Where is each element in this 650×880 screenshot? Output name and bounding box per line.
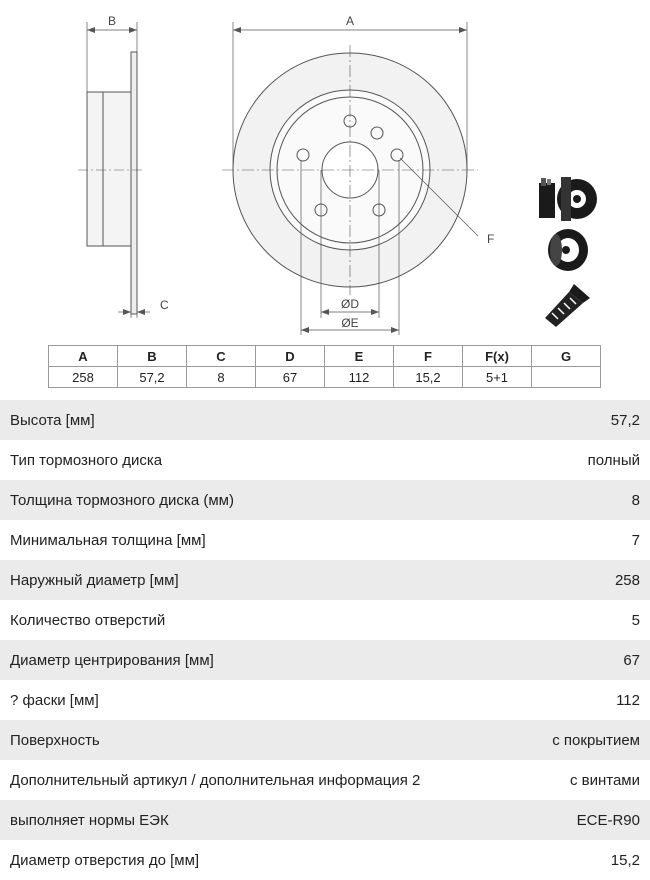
label-c: C <box>160 298 169 312</box>
screw-icon <box>545 284 590 327</box>
property-label: Количество отверстий <box>10 611 166 629</box>
label-f: F <box>487 232 495 246</box>
property-value: 7 <box>631 531 640 549</box>
dim-header-fx: F(x) <box>463 346 532 367</box>
property-label: Поверхность <box>10 731 100 749</box>
property-row <box>0 560 650 600</box>
property-label: Дополнительный артикул / дополнительная информация 2 <box>10 771 421 789</box>
dimensions-value-row <box>49 367 601 388</box>
property-value: 15,2 <box>610 851 640 869</box>
property-value: с покрытием <box>552 731 640 749</box>
dim-value-e: 112 <box>325 367 394 388</box>
property-value: 8 <box>631 491 640 509</box>
property-label: Высота [мм] <box>10 411 95 429</box>
property-label: Диаметр центрирования [мм] <box>10 651 214 669</box>
property-row <box>0 640 650 680</box>
property-label: ? фаски [мм] <box>10 691 99 709</box>
label-a: A <box>345 14 355 28</box>
property-row <box>0 800 650 840</box>
disc-hub-icon <box>539 177 597 221</box>
dim-value-f: 15,2 <box>394 367 463 388</box>
properties-list <box>0 400 650 880</box>
dim-value-fx: 5+1 <box>463 367 532 388</box>
property-row <box>0 840 650 880</box>
label-e: ØE <box>341 316 359 330</box>
brake-disc-drawing <box>0 0 650 345</box>
property-label: выполняет нормы ЕЭК <box>10 811 169 829</box>
property-value: 5 <box>631 611 640 629</box>
dim-header-b: B <box>118 346 187 367</box>
dim-value-d: 67 <box>256 367 325 388</box>
property-row <box>0 480 650 520</box>
dim-header-e: E <box>325 346 394 367</box>
property-value: полный <box>587 451 640 469</box>
dim-header-g: G <box>532 346 601 367</box>
dim-value-g <box>532 367 601 388</box>
property-value: 112 <box>616 691 640 709</box>
property-value: ECE-R90 <box>576 811 640 829</box>
property-row <box>0 760 650 800</box>
property-row <box>0 600 650 640</box>
property-label: Минимальная толщина [мм] <box>10 531 206 549</box>
dimensions-table <box>48 345 601 388</box>
dim-header-c: C <box>187 346 256 367</box>
property-value: 67 <box>623 651 640 669</box>
property-row <box>0 400 650 440</box>
property-row <box>0 720 650 760</box>
property-value: с винтами <box>569 771 640 789</box>
property-label: Тип тормозного диска <box>10 451 163 469</box>
property-row <box>0 440 650 480</box>
property-label: Наружный диаметр [мм] <box>10 571 179 589</box>
property-value: 258 <box>614 571 640 589</box>
property-label: Диаметр отверстия до [мм] <box>10 851 200 869</box>
dim-value-c: 8 <box>187 367 256 388</box>
dim-header-f: F <box>394 346 463 367</box>
disc-side-view <box>78 22 150 318</box>
brake-disc-icon <box>548 229 588 271</box>
disc-front-view <box>222 22 478 335</box>
property-row <box>0 680 650 720</box>
dimensions-header-row <box>49 346 601 367</box>
dim-value-b: 57,2 <box>118 367 187 388</box>
property-row <box>0 520 650 560</box>
label-d: ØD <box>341 297 359 311</box>
dim-header-d: D <box>256 346 325 367</box>
label-b: B <box>107 14 117 28</box>
dim-value-a: 258 <box>49 367 118 388</box>
property-label: Толщина тормозного диска (мм) <box>10 491 234 509</box>
property-value: 57,2 <box>610 411 640 429</box>
dim-header-a: A <box>49 346 118 367</box>
